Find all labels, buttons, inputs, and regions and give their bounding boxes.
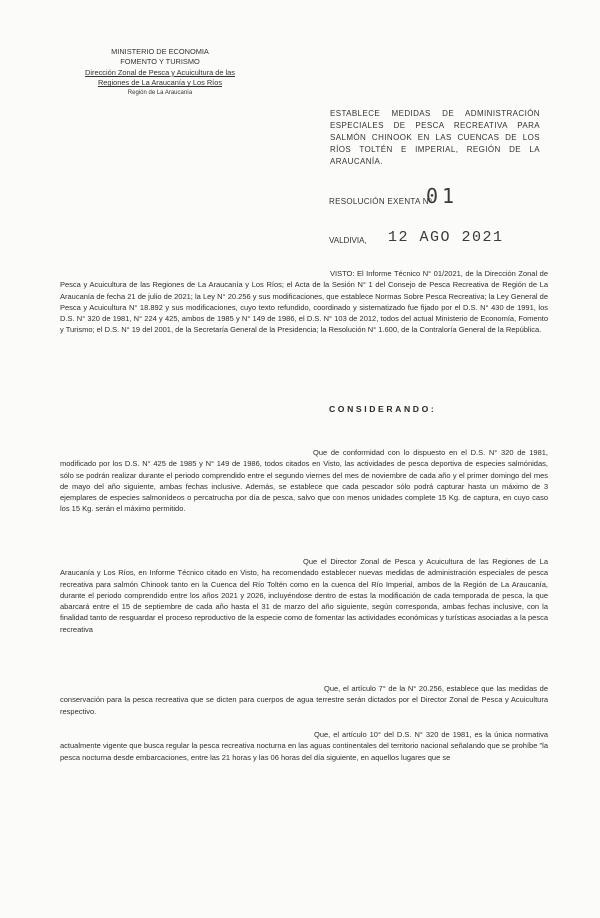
- ministry-header: [60, 47, 260, 98]
- considerando-paragraph-4: Que, el artículo 10° del D.S. N° 320 de 1981, es la única normativa actualmente vigente que busca regular la pesca recreativa nocturna en las aguas continentales del territorio nacional señalando que se prohíbe "la pesca nocturna desde embarcaciones, entre las 21 horas y las 06 horas del día siguiente, en aquellos lugares que se: [60, 730, 548, 762]
- considerando-heading: CONSIDERANDO:: [329, 404, 437, 414]
- resolution-subject: ESTABLECE MEDIDAS DE ADMINISTRACIÓN ESPECIALES DE PESCA RECREATIVA PARA SALMÓN CHINOOK EN LAS CUENCAS DE LOS RÍOS TOLTÉN E IMPERIAL, REGIÓN DE LA ARAUCANÍA.: [330, 109, 540, 166]
- resolution-number: 01: [426, 184, 459, 208]
- resolution-date-stamp: 12 AGO 2021: [388, 229, 504, 246]
- header-ministry: MINISTERIO DE ECONOMIA: [111, 47, 209, 56]
- place-label: VALDIVIA,: [329, 236, 367, 245]
- considerando-paragraph-3: Que, el artículo 7° de la N° 20.256, establece que las medidas de conservación para la pesca recreativa que se dicten para cuerpos de agua terrestre serán dictados por el Director Zonal de Pesca y Acuicultura respectivo.: [60, 684, 548, 716]
- header-region: Región de La Araucanía: [127, 89, 193, 96]
- header-ministry-sub: FOMENTO Y TURISMO: [120, 57, 200, 67]
- header-direction: Dirección Zonal de Pesca y Acuicultura de las: [85, 67, 235, 77]
- visto-paragraph: VISTO: El Informe Técnico N° 01/2021, de la Dirección Zonal de Pesca y Acuicultura de las Regiones de La Araucanía y Los Ríos; el Acta de la Sesión N° 1 del Consejo de Pesca Recreativa de Región de La Araucanía de fecha 21 de julio de 2021; la Ley N° 20.256 y sus modificaciones, que establece Normas Sobre Pesca Recreativa; la Ley General de Pesca y Acuicultura N° 18.892 y sus modificaciones, cuyo texto refundido, coordinado y sistematizado fue fijado por el D.S. N° 430 de 1991, los D.S. N° 320 de 1981, N° 224 y 425, ambos de 1985 y N° 149 de 1986, el D.S. N° 103 de 2012, todos del actual Ministerio de Economía, Fomento y Turismo; el D.S. N° 19 del 2001, de la Secretaría General de la Presidencia; la Resolución N° 1.600, de la Contraloría General de la República.: [60, 269, 548, 335]
- resolution-label: RESOLUCIÓN EXENTA Nº: [329, 197, 433, 206]
- considerando-paragraph-2: Que el Director Zonal de Pesca y Acuicultura de las Regiones de La Araucanía y Los Ríos, en Informe Técnico citado en Visto, ha recomendado establecer nuevas medidas de administración especiales de pesca recreativa para salmón Chinook tanto en la Cuenca del Río Toltén como en la cuenca del Río Imperial, ambos de la Región de La Araucanía, durante el periodo comprendido entre los años 2021 y 2026, incluyéndose dentro de estas la modificación de cada temporada de pesca, la que abarcará entre el 15 de septiembre de cada año hasta el 31 de marzo del año siguiente, según corresponda, ambas fechas inclusive, con la finalidad tanto de resguardar el proceso reproductivo de la especie como de fomentar las actividades económicas y turísticas asociadas a la pesca recreativa: [60, 557, 548, 634]
- considerando-paragraph-1: Que de conformidad con lo dispuesto en el D.S. N° 320 de 1981, modificado por los D.S. N° 425 de 1985 y N° 149 de 1986, todos citados en Visto, las actividades de pesca deportiva de especies salmónidas, sólo se podrán realizar durante el periodo comprendido entre el segundo viernes del mes de noviembre de cada año y el primer domingo del mes de mayo del año siguiente, ambas fechas inclusive. Además, se establece que cada pescador sólo podrá capturar hasta un máximo de 3 ejemplares de especies salmonídeos o percatrucha por día de pesca, salvo que con menos unidades complete 15 Kg. de captura, en cuyo caso los 15 Kg. serán el máximo permitido.: [60, 448, 548, 514]
- header-regions: Regiones de La Araucanía y Los Ríos: [97, 78, 223, 88]
